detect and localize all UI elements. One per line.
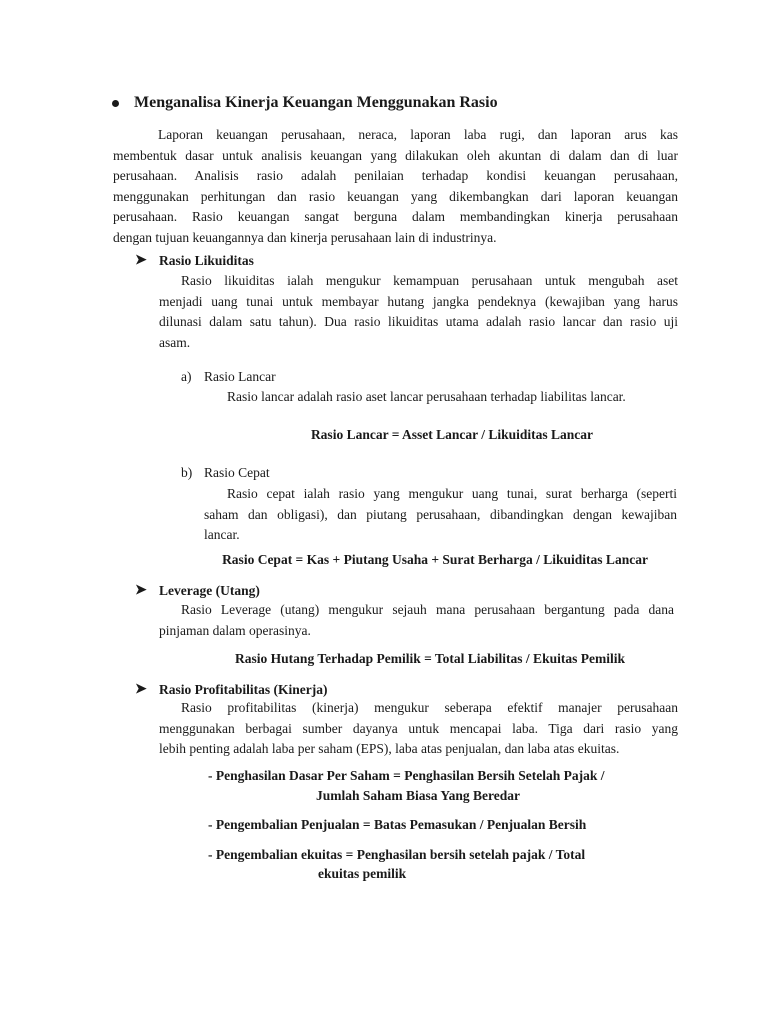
- eps-formula-line1: - Penghasilan Dasar Per Saham = Penghasilan Bersih Setelah Pajak /: [208, 768, 605, 783]
- profitabilitas-title: Rasio Profitabilitas (Kinerja): [159, 682, 328, 697]
- arrow-bullet-icon: ➤: [135, 253, 147, 268]
- cepat-formula: Rasio Cepat = Kas + Piutang Usaha + Surat Berharga / Likuiditas Lancar: [222, 552, 648, 567]
- profitabilitas-line: Rasio profitabilitas (kinerja) mengukur seberapa efektif manajer perusahaan: [181, 700, 678, 715]
- arrow-bullet-icon: ➤: [135, 583, 147, 598]
- cepat-title: Rasio Cepat: [204, 465, 270, 480]
- cepat-line: lancar.: [204, 527, 240, 543]
- intro-paragraph: [113, 125, 678, 249]
- profitabilitas-paragraph: [159, 698, 678, 760]
- lancar-marker: a): [181, 369, 192, 384]
- lancar-description: Rasio lancar adalah rasio aset lancar perusahaan terhadap liabilitas lancar.: [227, 389, 626, 404]
- leverage-paragraph: [159, 600, 674, 641]
- equity-return-formula-line1: - Pengembalian ekuitas = Penghasilan bersih setelah pajak / Total: [208, 847, 586, 862]
- likuiditas-line: asam.: [159, 334, 191, 350]
- leverage-line: pinjaman dalam operasinya.: [159, 622, 311, 638]
- leverage-formula: Rasio Hutang Terhadap Pemilik = Total Liabilitas / Ekuitas Pemilik: [235, 651, 625, 666]
- profitabilitas-line: menggunakan berbagai sumber dayanya untuk mencapai laba. Tiga dari rasio yang: [159, 720, 678, 736]
- intro-line: dengan tujuan keuangannya dan kinerja perusahaan lain di industrinya.: [113, 229, 497, 245]
- sales-return-formula: - Pengembalian Penjualan = Batas Pemasukan / Penjualan Bersih: [208, 817, 587, 832]
- intro-line: Laporan keuangan perusahaan, neraca, laporan laba rugi, dan laporan arus kas: [158, 127, 678, 142]
- intro-line: perusahaan. Analisis rasio adalah penilaian terhadap kondisi keuangan perusahaan,: [113, 168, 678, 184]
- profitabilitas-line: lebih penting adalah laba per saham (EPS), laba atas penjualan, dan laba atas ekuitas.: [159, 741, 620, 757]
- bullet-dot-icon: [112, 100, 119, 107]
- intro-line: perusahaan. Rasio keuangan sangat berguna dalam membandingkan kinerja perusahaan: [113, 209, 678, 225]
- likuiditas-paragraph: [159, 271, 678, 353]
- cepat-line: saham dan obligasi), dan piutang perusahaan, dibandingkan dengan kewajiban: [204, 506, 677, 522]
- section-heading: Menganalisa Kinerja Keuangan Menggunakan Rasio: [134, 94, 498, 111]
- intro-line: menggunakan perhitungan dan rasio keuangan yang dikembangkan dari laporan keuangan: [113, 188, 678, 204]
- cepat-marker: b): [181, 465, 193, 480]
- likuiditas-line: Rasio likuiditas ialah mengukur kemampuan perusahaan untuk mengubah aset: [181, 273, 678, 288]
- lancar-title: Rasio Lancar: [204, 369, 276, 384]
- eps-formula-line2: Jumlah Saham Biasa Yang Beredar: [316, 788, 521, 803]
- arrow-bullet-icon: ➤: [135, 682, 147, 697]
- leverage-title: Leverage (Utang): [159, 583, 260, 598]
- likuiditas-line: menjadi uang tunai untuk membayar hutang jangka pendeknya (kewajiban yang harus: [159, 293, 678, 309]
- intro-line: membentuk dasar untuk analisis keuangan yang dilakukan oleh akuntan di dalam dan di luar: [113, 147, 678, 163]
- equity-return-formula-line2: ekuitas pemilik: [318, 866, 407, 881]
- cepat-paragraph: [204, 484, 677, 546]
- likuiditas-line: dilunasi dalam satu tahun). Dua rasio likuiditas utama adalah rasio lancar dan rasio uji: [159, 314, 678, 330]
- leverage-line: Rasio Leverage (utang) mengukur sejauh mana perusahaan bergantung pada dana: [181, 602, 674, 617]
- likuiditas-title: Rasio Likuiditas: [159, 253, 254, 268]
- cepat-line: Rasio cepat ialah rasio yang mengukur uang tunai, surat berharga (seperti: [227, 486, 677, 501]
- lancar-formula: Rasio Lancar = Asset Lancar / Likuiditas Lancar: [310, 427, 594, 442]
